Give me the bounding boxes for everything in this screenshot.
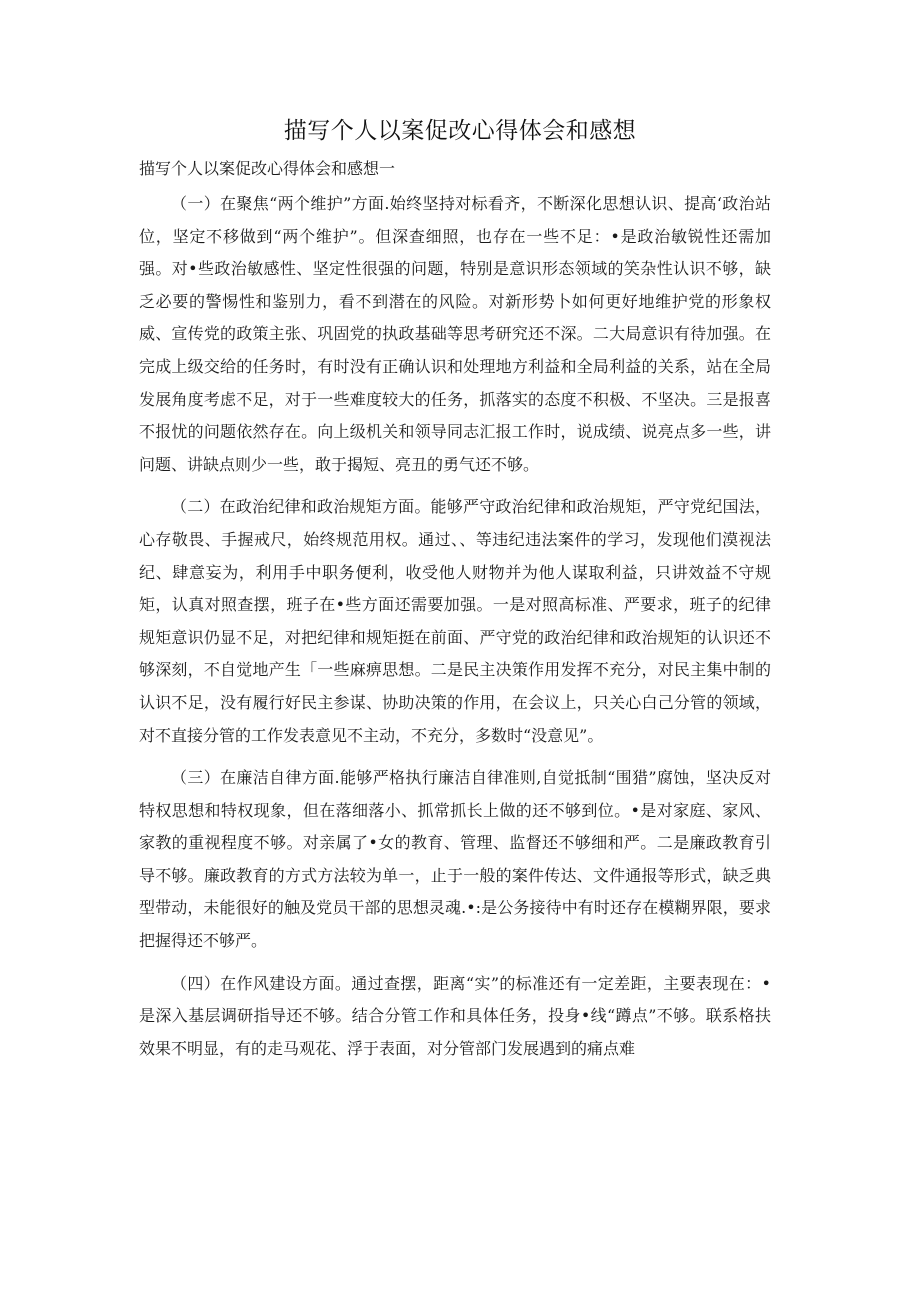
document-body bbox=[139, 188, 771, 1075]
document-subtitle: 描写个人以案促改心得体会和感想一 bbox=[139, 159, 396, 178]
paragraph-political-discipline: （二）在政治纪律和政治规矩方面。能够严守政治纪律和政治规矩，严守党纪国法，心存敬畏、手握戒尺，始终规范用权。通过、、等违纪违法案件的学习，发现他们漠视法纪、肆意妄为，利用手中职务便利，收受他人财物并为他人谋取利益，只讲效益不守规矩，认真对照查摆，班子在•些方面还需要加强。一是对照高标准、严要求，班子的纪律规矩意识仍显不足，对把纪律和规矩挺在前面、严守党的政治纪律和政治规矩的认识还不够深刻，不自觉地产生「一些麻痹思想。二是民主决策作用发挥不充分，对民主集中制的认识不足，没有履行好民主参谋、协助决策的作用，在会议上，只关心白己分管的领域，对不直接分管的工作发表意见不主动，不充分，多数时“没意见”。 bbox=[139, 497, 771, 745]
paragraph-political-loyalty: （一）在聚焦“两个维护”方面.始终坚持对标看齐，不断深化思想认识、提高‘政治站位，坚定不移做到“两个维护”。但深查细照，也存在一些不足：•是政治敏锐性还需加强。对•些政治敏感性、坚定性很强的问题，特别是意识形态领域的笑杂性认识不够，缺乏必要的警惕性和鉴别力，看不到潜在的风险。对新形势卜如何更好地维护党的形象权威、宣传党的政策主张、巩固党的执政基础等思考研究还不深。二大局意识有待加强。在完成上级交给的任务时，有时没有正确认识和处理地方利益和全局利益的关系，站在全局发展角度考虑不足，对于一些难度较大的任务，抓落实的态度不积极、不坚决。三是报喜不报忧的问题依然存在。向上级机关和领导同志汇报工作时，说成绩、说亮点多一些，讲问题、讲缺点则少一些，敢于揭短、亮丑的勇气还不够。 bbox=[139, 194, 771, 474]
paragraph-work-style: （四）在作风建设方面。通过查摆，距离“实”的标准还有一定差距，主要表现在：•是深入基层调研指导还不够。结合分管工作和具体任务，投身•线“蹲点”不够。联系格扶效果不明显，有的走马观花、浮于表面，对分管部门发展遇到的痛点难 bbox=[139, 973, 771, 1058]
paragraph-integrity: （三）在廉洁自律方面.能够严格执行廉洁自律准则,自觉抵制“围猎”腐蚀，坚决反对特权思想和特权现象，但在落细落小、抓常抓长上做的还不够到位。•是对家庭、家风、家教的重视程度不够。对亲属了•女的教育、管理、监督还不够细和严。二是廉政教育引导不够。廉政教育的方式方法较为单一，止于一般的案件传达、文件通报等形式，缺乏典型带动，未能很好的触及党员干部的思想灵魂.•:是公务接待中有时还存在模糊界限，要求把握得还不够严。 bbox=[139, 768, 771, 951]
document-title: 描写个人以案促改心得体会和感想 bbox=[283, 118, 637, 144]
